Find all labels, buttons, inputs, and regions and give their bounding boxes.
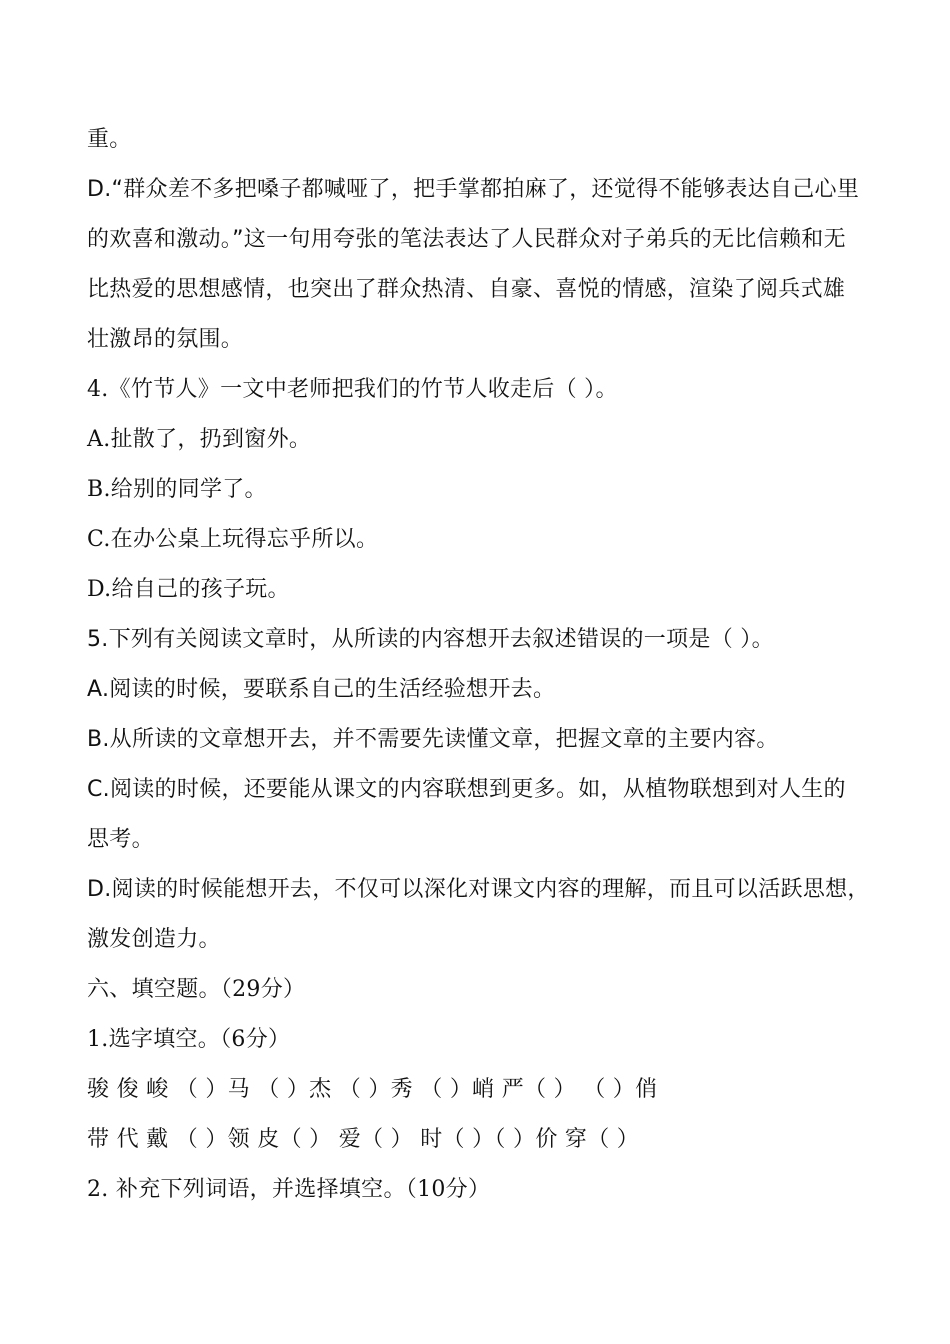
paragraph-line: 壮激昂的氛围。 xyxy=(87,327,244,352)
paragraph-line: 比热爱的思想感情，也突出了群众热清、自豪、喜悦的情感，渲染了阅兵式雄 xyxy=(87,277,846,302)
question-5: 5.下列有关阅读文章时，从所读的内容想开去叙述错误的一项是（ ）。 xyxy=(87,627,774,652)
fill-row-1: 骏 俊 峻 （ ）马 （ ）杰 （ ）秀 （ ）峭 严（ ） （ ）俏 xyxy=(87,1077,658,1102)
option-d-line: D.“群众差不多把嗓子都喊哑了，把手掌都拍麻了，还觉得不能够表达自己心里 xyxy=(87,177,860,202)
question-4-option-b: B.给别的同学了。 xyxy=(87,477,267,502)
question-5-option-a: A.阅读的时候，要联系自己的生活经验想开去。 xyxy=(87,677,556,702)
fill-row-2: 带 代 戴 （ ）领 皮（ ） 爱（ ） 时（ ）（ ）价 穿（ ） xyxy=(87,1127,640,1152)
paragraph-line: 的欢喜和激动。”这一句用夸张的笔法表达了人民群众对子弟兵的无比信赖和无 xyxy=(87,227,846,252)
paragraph-line: 思考。 xyxy=(87,827,154,852)
question-4-option-a: A.扯散了，扔到窗外。 xyxy=(87,427,312,452)
fill-question-1: 1.选字填空。（6分） xyxy=(87,1027,291,1052)
paragraph-line: 重。 xyxy=(87,127,132,152)
question-5-option-c: C.阅读的时候，还要能从课文的内容联想到更多。如，从植物联想到对人生的 xyxy=(87,777,846,802)
section-heading: 六、填空题。（29分） xyxy=(87,977,306,1002)
question-4-option-c: C.在办公桌上玩得忘乎所以。 xyxy=(87,527,379,552)
fill-question-2: 2. 补充下列词语，并选择填空。（10分） xyxy=(87,1177,491,1202)
question-5-option-d: D.阅读的时候能想开去，不仅可以深化对课文内容的理解，而且可以活跃思想， xyxy=(87,877,870,902)
question-4-option-d: D.给自己的孩子玩。 xyxy=(87,577,290,602)
question-5-option-b: B.从所读的文章想开去，并不需要先读懂文章，把握文章的主要内容。 xyxy=(87,727,779,752)
question-4: 4.《竹节人》一文中老师把我们的竹节人收走后（ ）。 xyxy=(87,377,618,402)
paragraph-line: 激发创造力。 xyxy=(87,927,221,952)
